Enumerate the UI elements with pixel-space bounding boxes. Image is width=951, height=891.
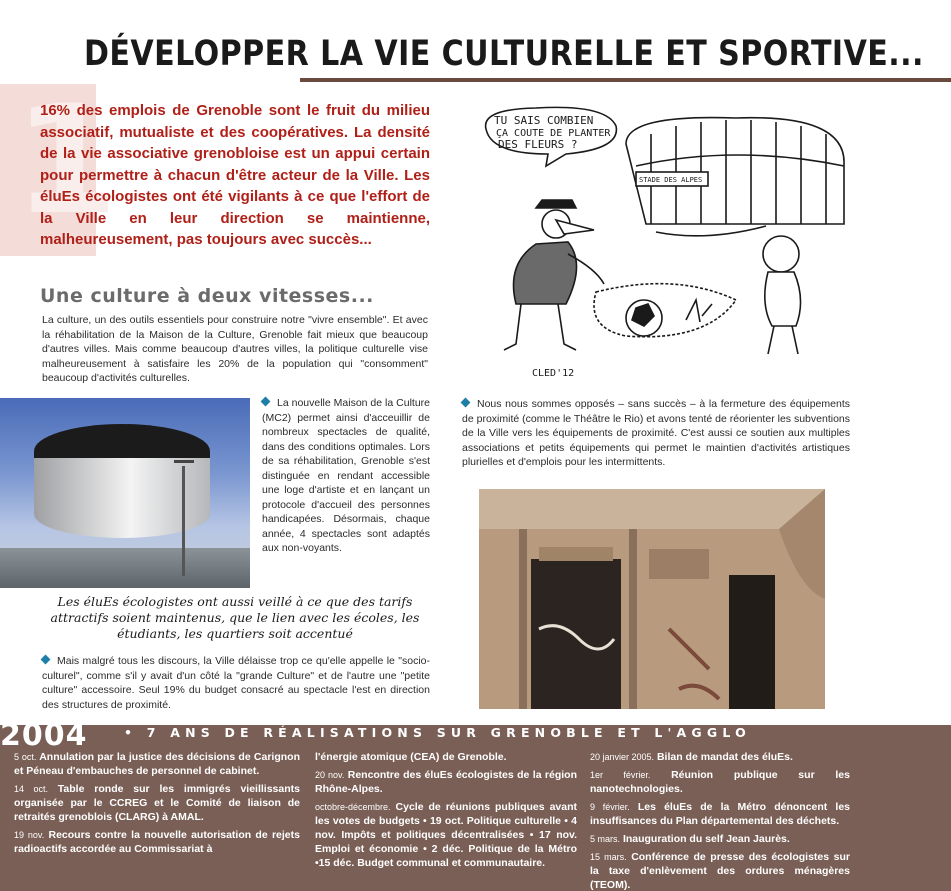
timeline-column-3 [590, 750, 850, 891]
bullet-mc2-text: La nouvelle Maison de la Culture (MC2) permet ainsi d'acceuillir de nombreux spectacles de qualité, dans des conditions optimales. Lors de sa réhabilitation, Grenoble s'est distinguée en rendant accessible une loge d'artiste et en lançant un protocole d'accueil des personnes handicapées. Désormais, chaque année, 4 spectacles sont adaptés aux non-voyants. [262, 397, 430, 554]
bullet-equipements-proximite [462, 397, 850, 470]
timeline-entry: 9 février. Les éluEs de la Métro dénoncent les insuffisances du Plan départemental des déchets. [590, 801, 851, 827]
timeline-entry: octobre-décembre. Cycle de réunions publiques avant les votes de budgets • 19 oct. Politique culturelle • 4 nov. Impôts et politiques décentralisées • 17 nov. Emploi et économie • 2 déc. Politique de la Métro •15 déc. Budget communal et communautaire. [315, 801, 577, 869]
timeline-column-2 [315, 750, 577, 874]
section-number: 1 [14, 74, 119, 248]
theatre-door-right [729, 575, 775, 709]
timeline-entry: 15 mars. Conférence de presse des écologistes sur la taxe d'enlèvement des ordures ménagères (TEOM). [590, 851, 850, 891]
title-underline [300, 78, 951, 82]
stadium-outline [626, 118, 844, 224]
bullet-equipements-text: Nous nous sommes opposés – sans succès – à la fermeture des équipements de proximité (comme le Théâtre le Rio) et avons tenté de réorienter les subventions de la Ville vers les équipements de proximité. C'est aussi ce soutien aux multiples associations et petits équipements qui permet le maintien d'activités artistiques plurielles et d'emplois pour les intermittents. [462, 398, 850, 468]
speech-line-3: DES FLEURS ? [498, 138, 578, 151]
flower-sprouts [686, 300, 712, 322]
page-title: DÉVELOPPER LA VIE CULTURELLE ET SPORTIVE... [84, 34, 924, 74]
section-heading: Une culture à deux vitesses... [40, 285, 374, 307]
flowerbed-outline [594, 284, 736, 337]
plaza-ground [0, 548, 250, 588]
cartoon-illustration [476, 104, 846, 384]
theatre-door-left [531, 559, 621, 709]
intro-paragraph: 16% des emplois de Grenoble sont le fruit du milieu associatif, mutualiste et des coopératives. La densité de la vie associative grenobloise est un appui certain pour permettre à chacun d'être acteur de la Ville. Les éluEs écologistes ont été vigilants à ce que l'effort de la Ville en leur direction se maintienne, malheureusement, pas toujours avec succès... [40, 102, 430, 248]
bullet-diamond-icon [261, 397, 271, 407]
mc2-building-photo [0, 398, 250, 588]
timeline-header: • 7 ANS DE RÉALISATIONS SUR GRENOBLE ET L'AGGLO [124, 725, 751, 740]
lamp-head [174, 460, 194, 470]
timeline-entry: 19 nov. Recours contre la nouvelle autorisation de rejets radioactifs accordée au Commissariat à [14, 829, 300, 855]
timeline-year: 2004 [0, 718, 88, 753]
lamp-pole [182, 466, 185, 576]
timeline-entry: l'énergie atomique (CEA) de Grenoble. [315, 751, 507, 763]
bullet-socio-culturel [42, 654, 430, 712]
bullet-diamond-icon [41, 655, 51, 665]
timeline-column-1 [14, 750, 300, 860]
rio-theatre-photo [479, 489, 825, 709]
kid-head [763, 236, 799, 272]
kid-body [765, 272, 801, 326]
timeline-entry: 5 oct. Annulation par la justice des décisions de Carignon et Péneau d'embauches de personnel de cabinet. [14, 751, 301, 777]
speech-line-2: ÇA COUTE DE PLANTER [496, 128, 611, 139]
cartoon-signature: CLED'12 [532, 368, 575, 379]
timeline-entry: 20 nov. Rencontre des éluEs écologistes de la région Rhône-Alpes. [315, 769, 578, 795]
stadium-sign-text: STADE DES ALPES [639, 176, 703, 184]
timeline-entry: 14 oct. Table ronde sur les immigrés vieillissants organisée par le CCREG et le Comité de liaison de retraités grenoblois (CLARG) à AMAL. [14, 783, 300, 823]
timeline-entry: 20 janvier 2005. Bilan de mandat des éluEs. [590, 751, 793, 763]
timeline-entry: 1er février. Réunion publique sur les nanotechnologies. [590, 769, 850, 795]
culture-paragraph: La culture, un des outils essentiels pour construire notre "vivre ensemble". Et avec la réhabilitation de la Maison de la Culture, Grenoble fait mieux que beaucoup d'autres villes. Mais comme beaucoup d'autres villes, la politique culturelle vise malheureusement à satisfaire les 20% de la population qui "consomment" beaucoup d'activités culturelles. [42, 314, 428, 384]
timeline-entry: 5 mars. Inauguration du self Jean Jaurès. [590, 833, 790, 845]
character-coat [514, 242, 577, 304]
bullet-diamond-icon [461, 398, 471, 408]
pull-quote: Les éluEs écologistes ont aussi veillé à ce que des tarifs attractifs soient maintenus, que le lien avec les écoles, les étudiants, les quartiers soit accentué [50, 594, 420, 641]
speech-line-1: TU SAIS COMBIEN [494, 114, 594, 127]
character-cap [536, 200, 576, 208]
bullet-socio-culturel-text: Mais malgré tous les discours, la Ville délaisse trop ce qu'elle appelle le "socio-culturel", comme s'il y avait d'un côté la "grande Culture" et de l'autre une "petite culture" accessoire. Seul 19% du budget consacré au spectacle l'est en direction des structures de proximité. [42, 655, 430, 711]
bullet-mc2 [262, 396, 430, 556]
